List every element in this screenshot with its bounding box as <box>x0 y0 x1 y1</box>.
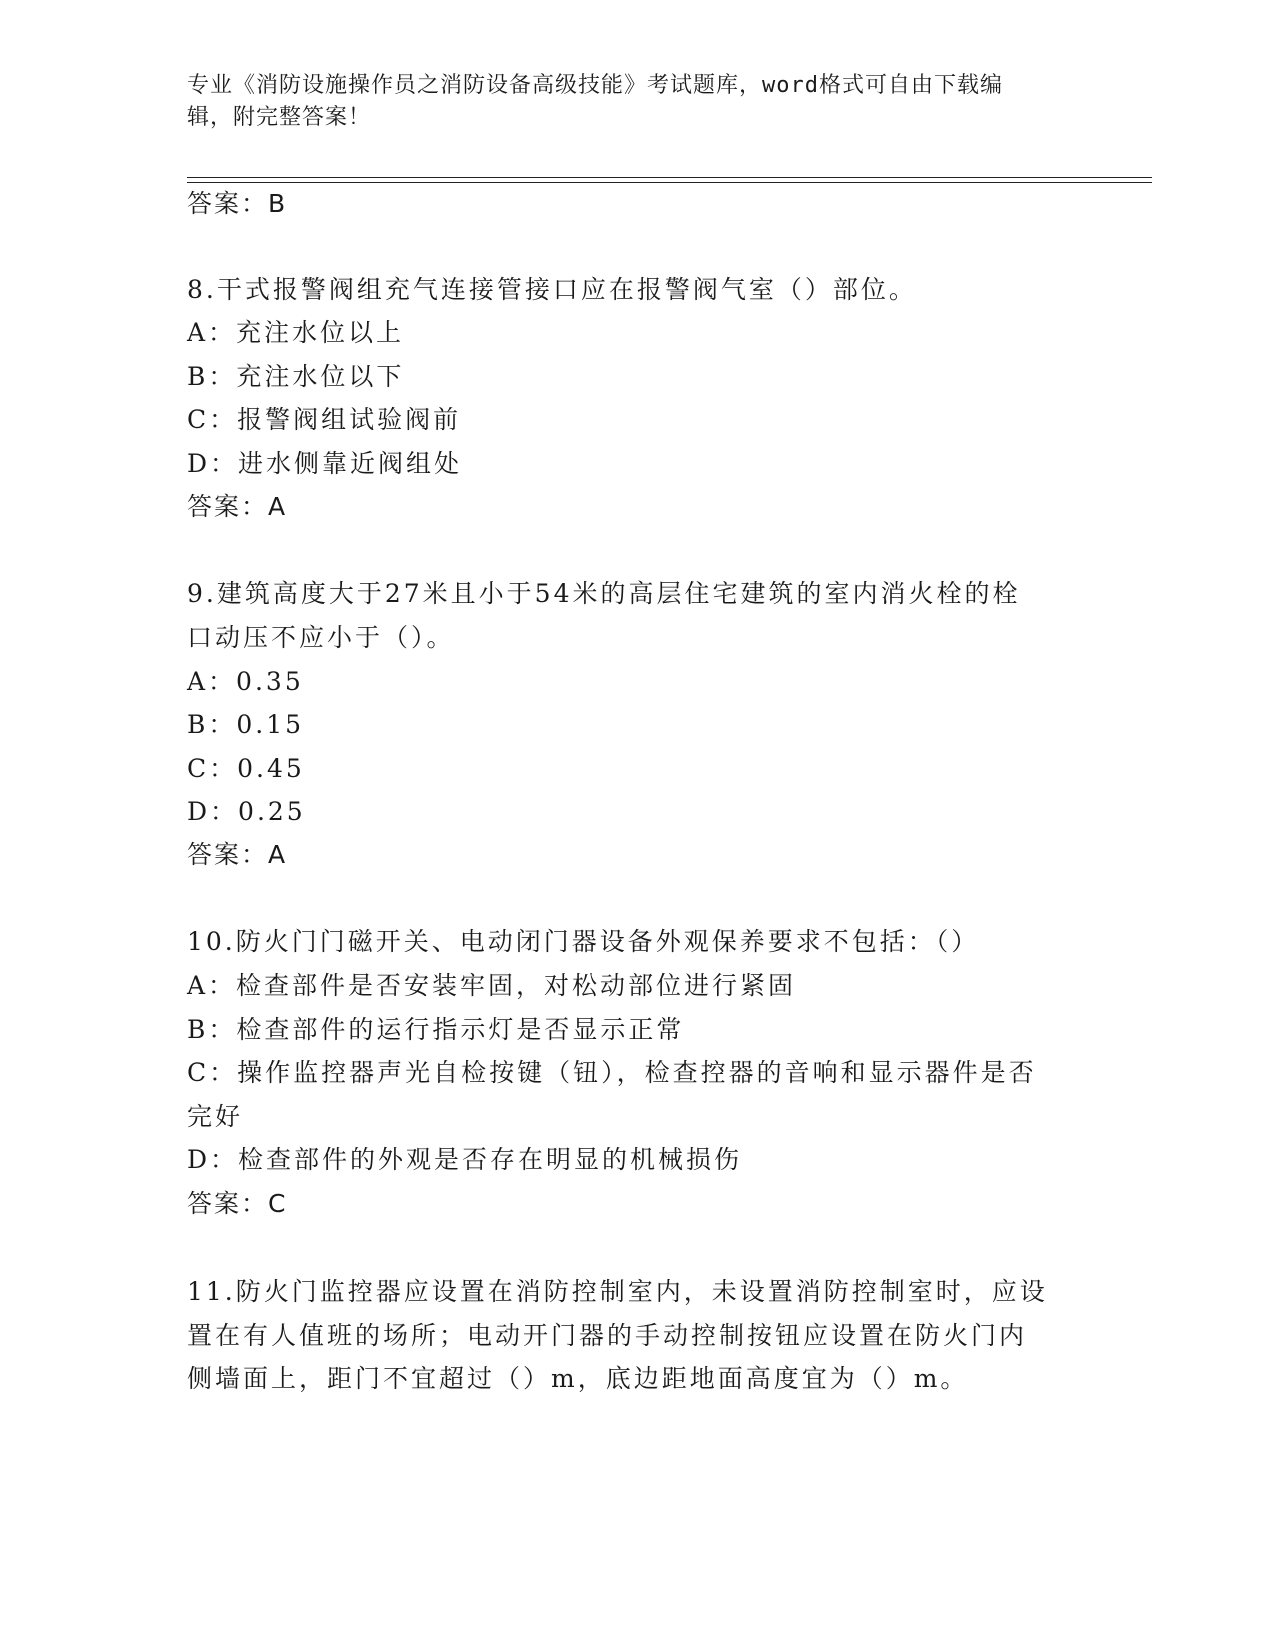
question-9-stem-line-2: 口动压不应小于（）。 <box>187 623 455 652</box>
question-9-stem-line-1: 9.建筑高度大于27米且小于54米的高层住宅建筑的室内消火栓的栓 <box>187 579 1021 608</box>
header-divider-bottom <box>187 182 1152 183</box>
question-8-stem: 8.干式报警阀组充气连接管接口应在报警阀气室（）部位。 <box>187 275 917 304</box>
question-8-option-c: C：报警阀组试验阀前 <box>187 405 462 434</box>
question-11-stem-line-1: 11.防火门监控器应设置在消防控制室内，未设置消防控制室时，应设 <box>187 1277 1048 1306</box>
question-8-option-b: B：充注水位以下 <box>187 362 405 391</box>
question-9-option-d: D：0.25 <box>187 797 306 826</box>
question-8-option-a: A：充注水位以上 <box>187 318 405 347</box>
question-10-answer: 答案：C <box>187 1189 288 1218</box>
header-divider-top <box>187 177 1152 178</box>
previous-answer: 答案：B <box>187 189 288 218</box>
question-9-answer: 答案：A <box>187 840 288 869</box>
question-10-option-b: B：检查部件的运行指示灯是否显示正常 <box>187 1015 685 1044</box>
question-10-stem: 10.防火门门磁开关、电动闭门器设备外观保养要求不包括：（） <box>187 927 980 956</box>
question-10-option-d: D：检查部件的外观是否存在明显的机械损伤 <box>187 1145 743 1174</box>
question-10-option-c-line-1: C：操作监控器声光自检按键（钮），检查控器的音响和显示器件是否 <box>187 1058 1037 1087</box>
question-9-option-a: A：0.35 <box>187 667 304 696</box>
question-8-answer: 答案：A <box>187 492 288 521</box>
document-header <box>187 70 1067 134</box>
header-line-1: 专业《消防设施操作员之消防设备高级技能》考试题库，word格式可自由下载编 <box>187 73 1003 98</box>
question-9-option-c: C：0.45 <box>187 754 305 783</box>
question-10-option-a: A：检查部件是否安装牢固，对松动部位进行紧固 <box>187 971 797 1000</box>
question-8-option-d: D：进水侧靠近阀组处 <box>187 449 463 478</box>
question-11-stem-line-2: 置在有人值班的场所；电动开门器的手动控制按钮应设置在防火门内 <box>187 1321 1028 1350</box>
header-line-2: 辑，附完整答案！ <box>187 105 372 130</box>
question-9-option-b: B：0.15 <box>187 710 305 739</box>
question-10-option-c-line-2: 完好 <box>187 1102 244 1131</box>
question-11-stem-line-3: 侧墙面上，距门不宜超过（）m，底边距地面高度宜为（）m。 <box>187 1364 969 1393</box>
